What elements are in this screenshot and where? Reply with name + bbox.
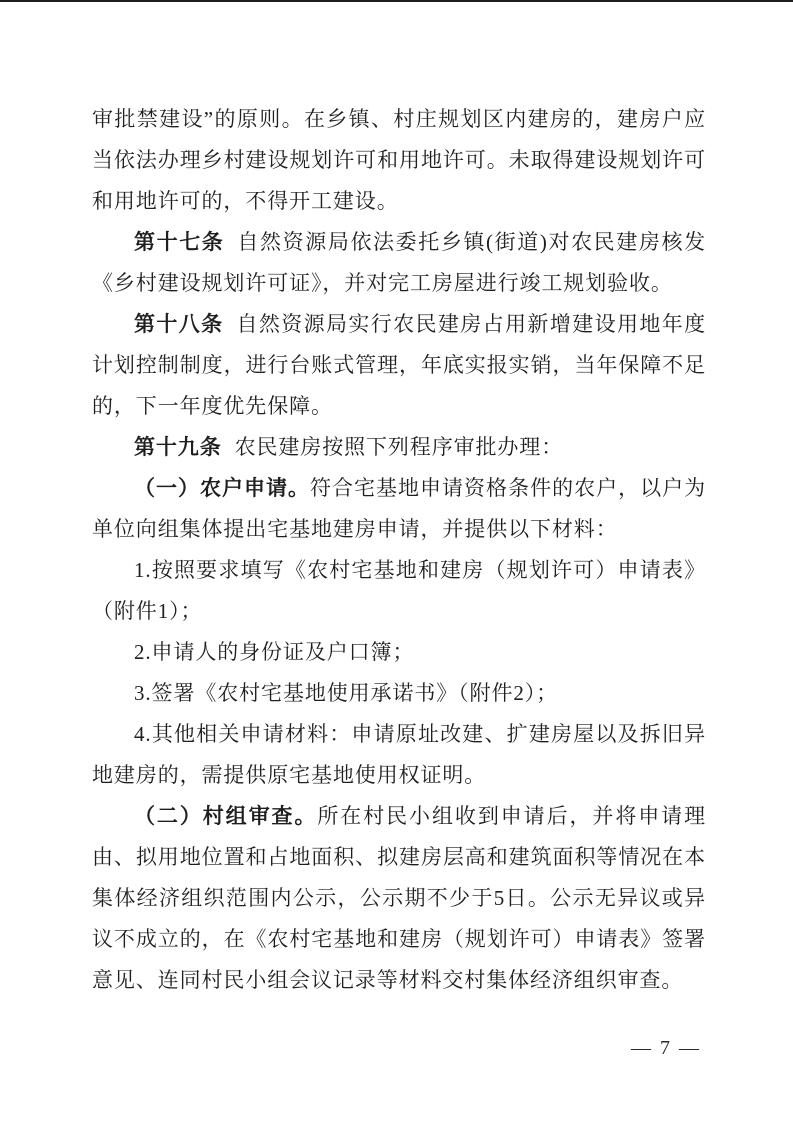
page-number: — 7 —	[631, 1037, 701, 1059]
paragraph	[92, 222, 706, 304]
paragraph-text: 3.签署《农村宅基地使用承诺书》（附件2）；	[134, 681, 559, 705]
paragraph-text: 自然资源局实行农民建房占用新增建设用地年度计划控制制度，进行台账式管理，年底实报实销，当年保障不足的，下一年度优先保障。	[92, 312, 706, 418]
sub-item-title: （二）村组审查。	[134, 805, 318, 828]
paragraph	[92, 632, 706, 673]
document-body	[92, 99, 706, 1001]
paragraph	[92, 468, 706, 550]
paragraph-text: 农民建房按照下列程序审批办理：	[234, 435, 564, 459]
paragraph-text: 2.申请人的身份证及户口簿；	[134, 640, 415, 664]
paragraph	[92, 427, 706, 468]
paragraph-text: 审批禁建设”的原则。在乡镇、村庄规划区内建房的，建房户应当依法办理乡村建设规划许可和用地许可。未取得建设规划许可和用地许可的，不得开工建设。	[92, 107, 706, 213]
scan-artifact-line	[0, 0, 793, 2]
paragraph-text: 所在村民小组收到申请后，并将申请理由、拟用地位置和占地面积、拟建房层高和建筑面积等情况在本集体经济组织范围内公示，公示期不少于5日。公示无异议或异议不成立的，在《农村宅基地和建房（规划许可）申请表》签署意见、连同村民小组会议记录等材料交村集体经济组织审查。	[92, 804, 706, 992]
paragraph-text: 4.其他相关申请材料：申请原址改建、扩建房屋以及拆旧异地建房的，需提供原宅基地使用权证明。	[92, 722, 706, 787]
sub-item-title: （一）农户申请。	[134, 477, 311, 500]
paragraph-text: 自然资源局依法委托乡镇(街道)对农民建房核发《乡村建设规划许可证》，并对完工房屋进行竣工规划验收。	[92, 230, 706, 295]
clause-number: 第十七条	[134, 231, 225, 254]
paragraph-text: 符合宅基地申请资格条件的农户，以户为单位向组集体提出宅基地建房申请，并提供以下材料：	[92, 476, 706, 541]
paragraph-text: 1.按照要求填写《农村宅基地和建房（规划许可）申请表》（附件1）；	[92, 558, 706, 623]
paragraph	[92, 304, 706, 427]
clause-number: 第十八条	[134, 313, 224, 336]
paragraph	[92, 99, 706, 222]
paragraph	[92, 673, 706, 714]
paragraph	[92, 714, 706, 796]
paragraph	[92, 796, 706, 1001]
paragraph	[92, 550, 706, 632]
clause-number: 第十九条	[134, 436, 222, 459]
